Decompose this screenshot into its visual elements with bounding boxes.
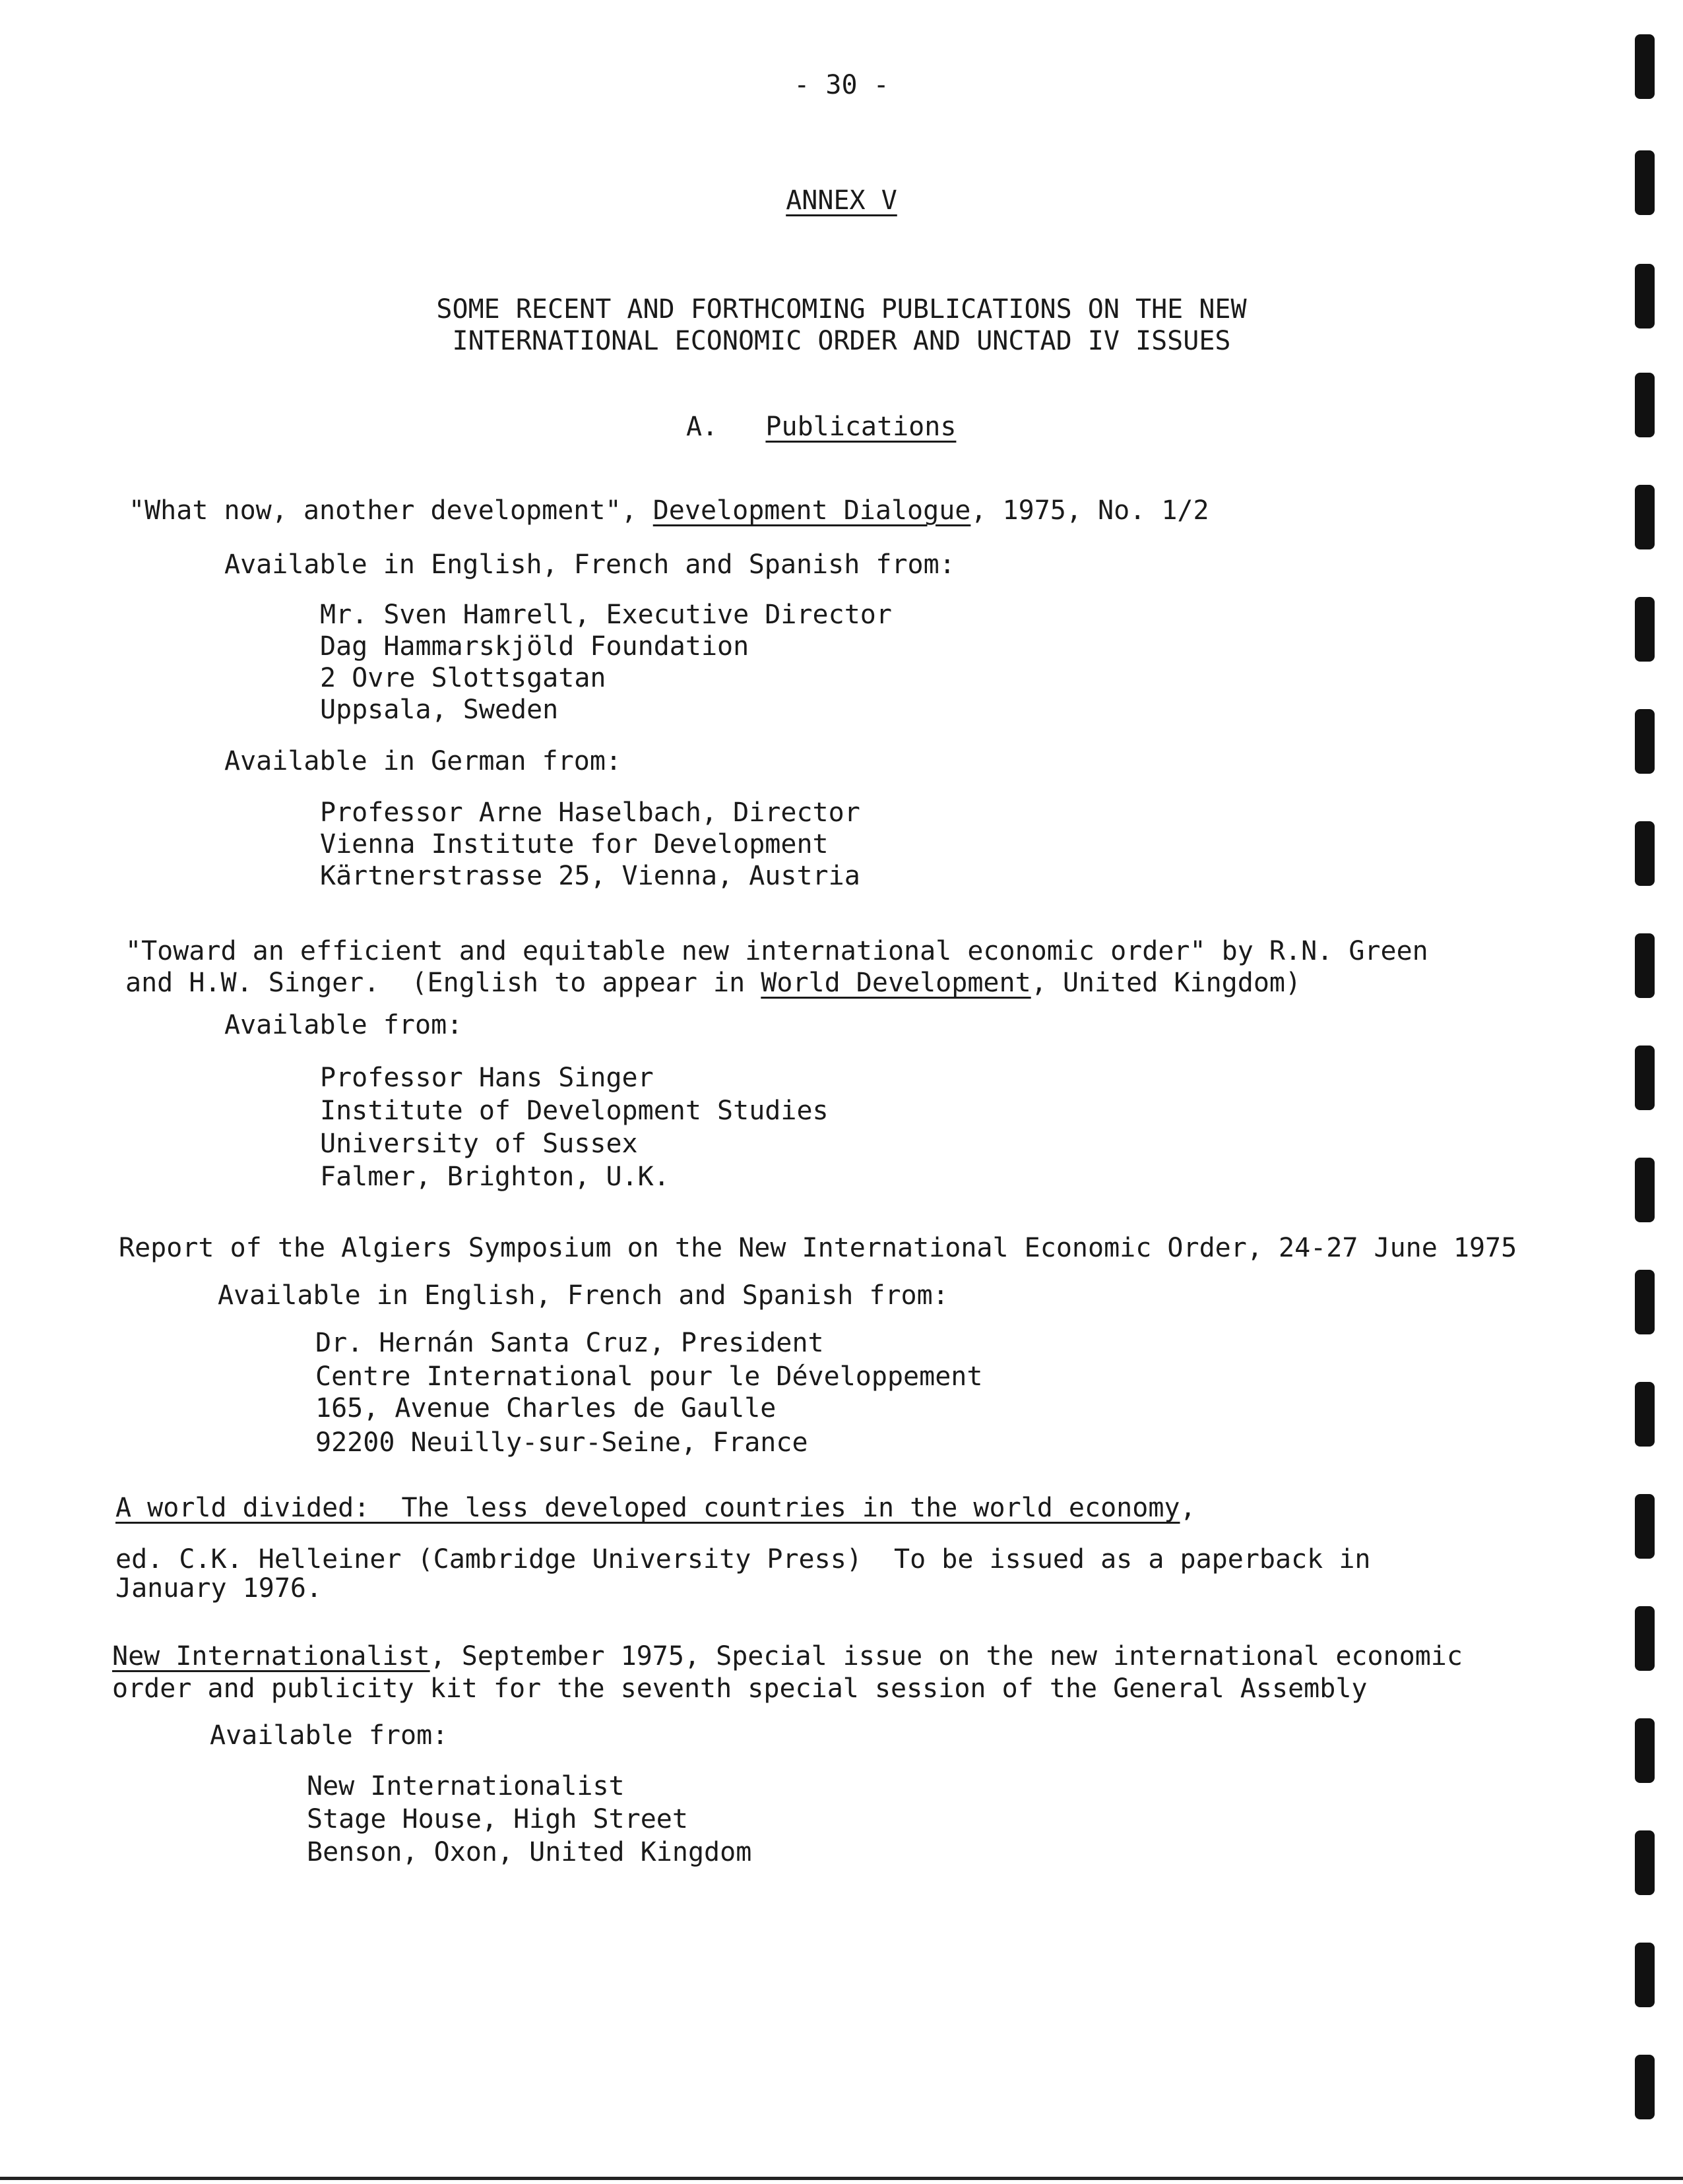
entry-3-availability-label: Available in English, French and Spanish from: [218,1280,949,1311]
entry-1-address-2-line-1: Professor Arne Haselbach, Director [320,797,860,828]
binder-mark [1635,821,1655,886]
page-number: - 30 - [794,70,889,100]
entry-2-address-line-4: Falmer, Brighton, U.K. [320,1162,670,1192]
binder-mark [1635,597,1655,662]
entry-2-line-2-post: , United Kingdom) [1031,968,1302,998]
binder-mark [1635,264,1655,328]
binder-mark [1635,373,1655,437]
entry-4-title-post: , [1180,1493,1196,1523]
entry-2-availability-label: Available from: [224,1010,463,1040]
binder-mark [1635,933,1655,998]
binder-mark [1635,1830,1655,1895]
entry-1-address-1-line-4: Uppsala, Sweden [320,695,559,725]
section-heading [686,411,956,443]
entry-3-line-1: Report of the Algiers Symposium on the New International Economic Order, 24-27 June 1975 [119,1233,1517,1263]
bottom-edge-line [0,2177,1683,2180]
binder-mark [1635,2055,1655,2119]
annex-title-text: ANNEX V [786,185,897,216]
entry-1-title-post: , 1975, No. 1/2 [970,495,1209,526]
entry-1-availability-2-label: Available in German from: [224,746,622,776]
entry-1-journal: Development Dialogue [652,495,971,526]
entry-4-book-title: A world divided: The less developed countries in the world economy [115,1493,1180,1523]
binder-mark [1635,1045,1655,1110]
entry-5-address-line-2: Stage House, High Street [307,1804,688,1834]
entry-1-address-1-line-1: Mr. Sven Hamrell, Executive Director [320,600,892,630]
entry-3-address-line-1: Dr. Hernán Santa Cruz, President [315,1328,824,1358]
section-letter: A. [686,412,718,442]
binder-mark [1635,709,1655,774]
heading-line-1: SOME RECENT AND FORTHCOMING PUBLICATIONS ON THE NEW [436,294,1247,325]
entry-5-line-1-post: , September 1975, Special issue on the new international economic [429,1641,1463,1671]
binder-mark [1635,1943,1655,2007]
heading-line-2: INTERNATIONAL ECONOMIC ORDER AND UNCTAD IV ISSUES [452,326,1231,356]
annex-title [0,185,1683,216]
entry-5-magazine: New Internationalist [112,1641,430,1671]
binder-mark [1635,150,1655,215]
binder-mark [1635,1382,1655,1447]
entry-3-address-line-2: Centre International pour le Développement [315,1361,983,1392]
entry-3-address-line-4: 92200 Neuilly-sur-Seine, France [315,1427,808,1458]
binder-mark [1635,1158,1655,1222]
entry-5-address-line-1: New Internationalist [307,1771,625,1801]
entry-4-title [115,1492,1196,1524]
entry-1-address-1-line-3: 2 Ovre Slottsgatan [320,663,606,693]
binder-mark [1635,1606,1655,1671]
entry-1-address-2-line-2: Vienna Institute for Development [320,829,829,859]
entry-2-line-2 [125,967,1301,999]
entry-5-availability-label: Available from: [210,1720,449,1751]
entry-5-line-1 [112,1640,1463,1672]
binder-mark [1635,1270,1655,1334]
entry-1-address-1-line-2: Dag Hammarskjöld Foundation [320,631,749,662]
entry-2-address-line-1: Professor Hans Singer [320,1063,654,1093]
entry-2-address-line-2: Institute of Development Studies [320,1096,829,1126]
entry-3-address-line-3: 165, Avenue Charles de Gaulle [315,1393,777,1423]
entry-4-line-2: ed. C.K. Helleiner (Cambridge University Press) To be issued as a paperback in [115,1544,1371,1575]
entry-2-line-1: "Toward an efficient and equitable new international economic order" by R.N. Green [125,936,1428,966]
entry-5-address-line-3: Benson, Oxon, United Kingdom [307,1837,752,1867]
entry-1-address-2-line-3: Kärtnerstrasse 25, Vienna, Austria [320,861,860,891]
section-title: Publications [765,412,957,442]
entry-1-title-pre: "What now, another development", [129,495,653,526]
entry-2-line-2-pre: and H.W. Singer. (English to appear in [125,968,761,998]
entry-1-title [129,495,1209,526]
binder-mark [1635,1494,1655,1559]
entry-5-line-2: order and publicity kit for the seventh special session of the General Assembly [112,1673,1368,1704]
binder-mark [1635,485,1655,549]
entry-2-address-line-3: University of Sussex [320,1129,638,1159]
entry-2-journal: World Development [761,968,1031,998]
entry-4-line-3: January 1976. [115,1573,323,1604]
binder-mark [1635,1718,1655,1783]
binder-mark [1635,34,1655,99]
entry-1-availability-1-label: Available in English, French and Spanish from: [224,549,955,580]
